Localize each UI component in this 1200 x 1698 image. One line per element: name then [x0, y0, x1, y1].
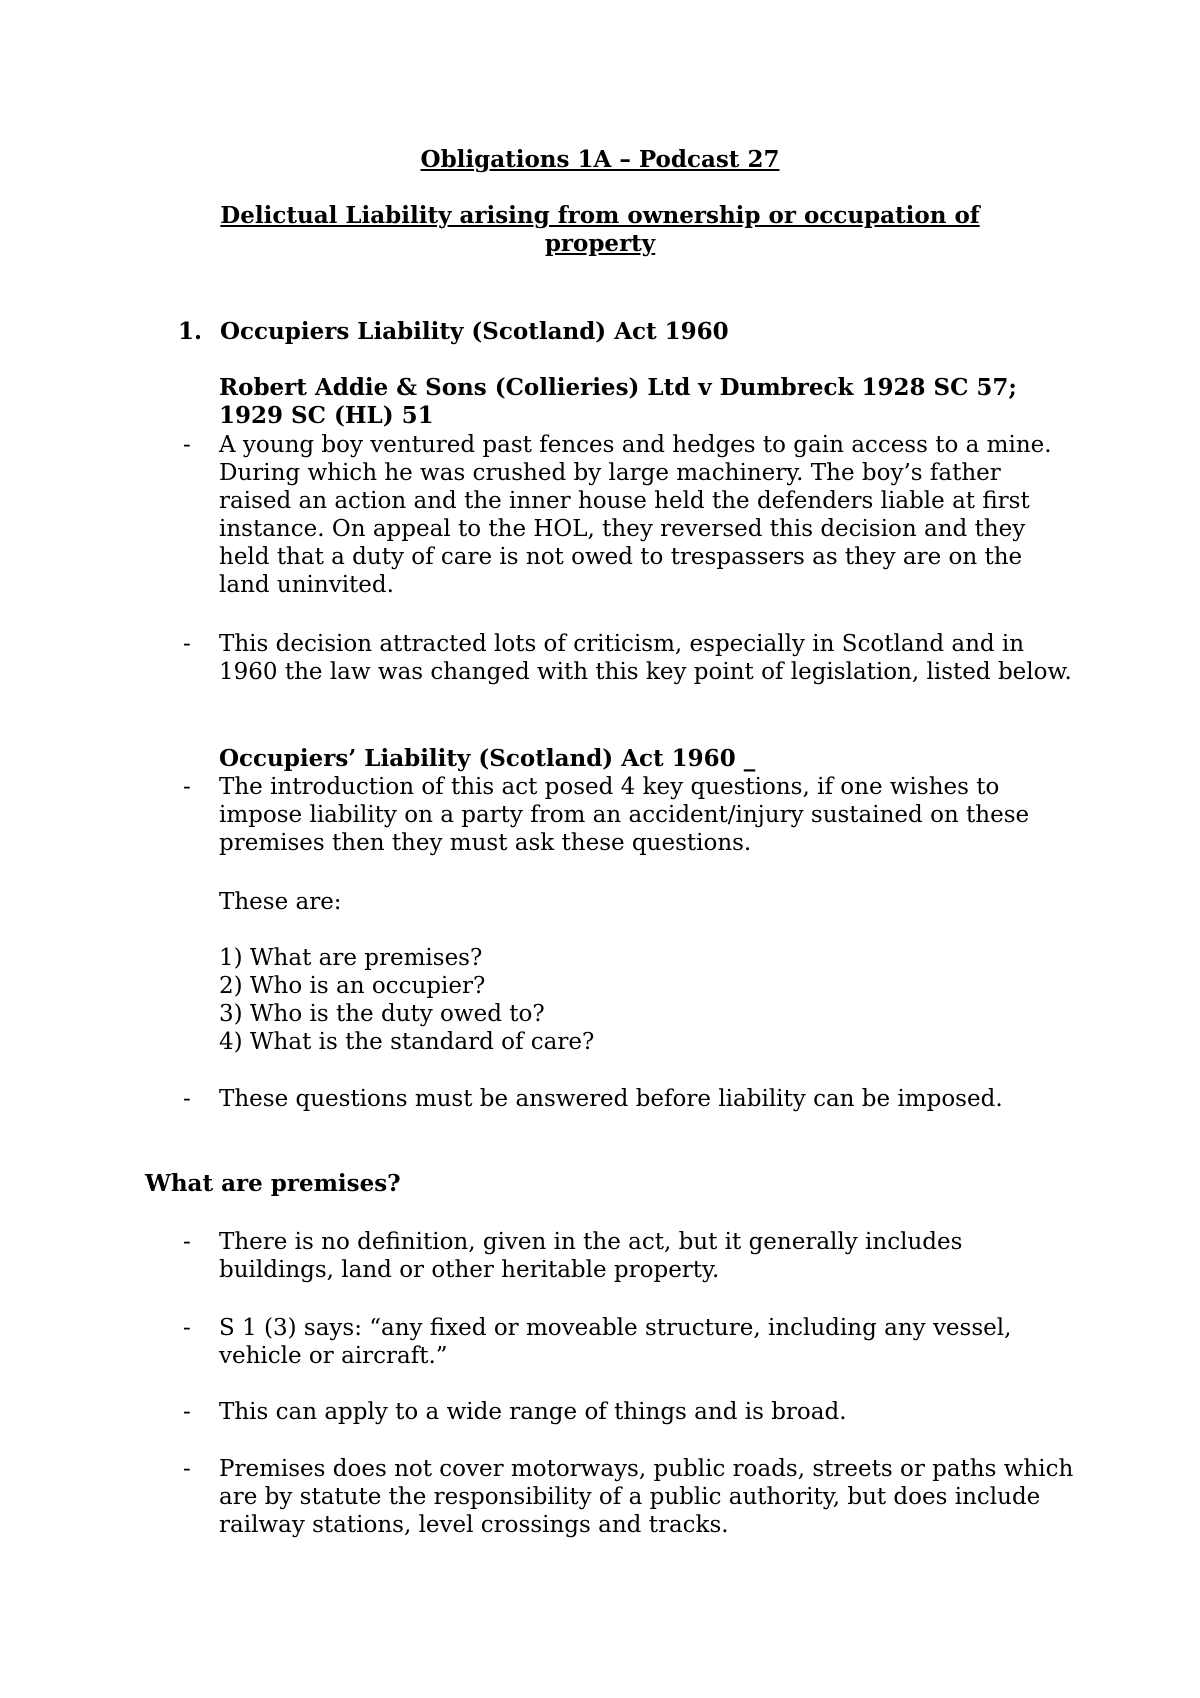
bullet-dash: -	[183, 432, 191, 458]
bullet-dash: -	[183, 1229, 191, 1255]
section-2-heading: What are premises?	[145, 1170, 401, 1197]
bullet-case-facts: A young boy ventured past fences and hedges to gain access to a mine. During which he was crushed by large machinery. The boy’s father raised an action and the inner house held the defenders liable at first instance. On appeal to the HOL, they reversed this decision and they held that a duty of care is not owed to trespassers as they are on the land uninvited.	[219, 432, 1052, 598]
document-subtitle: Delictual Liability arising from ownership or occupation of property	[220, 202, 980, 257]
bullet-dash: -	[183, 774, 191, 800]
section-1-heading	[178, 318, 729, 346]
question-item: 4) What is the standard of care?	[219, 1029, 595, 1055]
bullet-dash: -	[183, 1315, 191, 1341]
bullet-s1-3: S 1 (3) says: “any fixed or moveable structure, including any vessel, vehicle or aircraft.”	[219, 1315, 1012, 1369]
questions-list	[219, 944, 1099, 1056]
act-heading: Occupiers’ Liability (Scotland) Act 1960 _	[219, 745, 756, 772]
bullet-act-intro: The introduction of this act posed 4 key questions, if one wishes to impose liability on a party from an accident/injury sustained on these premises then they must ask these questions.	[219, 774, 1030, 856]
bullet-premises-exclusions: Premises does not cover motorways, public roads, streets or paths which are by statute the responsibility of a public authority, but does include railway stations, level crossings and tracks.	[219, 1456, 1074, 1538]
bullet-criticism: This decision attracted lots of criticism, especially in Scotland and in 1960 the law was changed with this key point of legislation, listed below.	[219, 631, 1072, 685]
question-item: 3) Who is the duty owed to?	[219, 1001, 545, 1027]
bullet-dash: -	[183, 1086, 191, 1112]
bullet-dash: -	[183, 1456, 191, 1482]
bullet-broad-application: This can apply to a wide range of things and is broad.	[219, 1399, 847, 1425]
question-item: 2) Who is an occupier?	[219, 973, 486, 999]
case-name: Robert Addie & Sons (Collieries) Ltd v Dumbreck 1928 SC 57; 1929 SC (HL) 51	[219, 374, 1017, 429]
bullet-dash: -	[183, 631, 191, 657]
section-1-number: 1.	[178, 318, 203, 345]
these-are-label: These are:	[219, 889, 342, 915]
bullet-dash: -	[183, 1399, 191, 1425]
bullet-premises-definition: There is no definition, given in the act, but it generally includes buildings, land or other heritable property.	[219, 1229, 963, 1283]
section-1-heading-text: Occupiers Liability (Scotland) Act 1960	[220, 318, 729, 345]
bullet-questions-answered: These questions must be answered before liability can be imposed.	[219, 1086, 1003, 1112]
question-item: 1) What are premises?	[219, 945, 483, 971]
document-title: Obligations 1A – Podcast 27	[420, 146, 780, 173]
